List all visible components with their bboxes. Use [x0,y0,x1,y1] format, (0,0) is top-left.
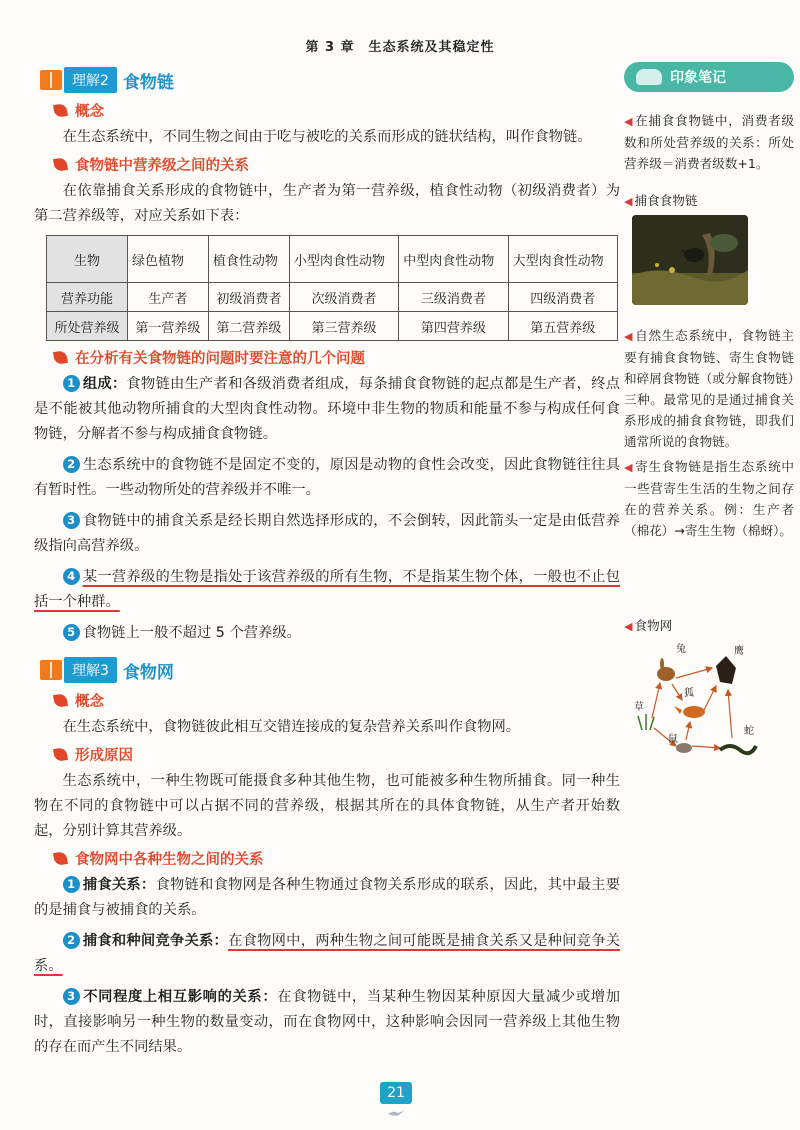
table-cell: 营养功能 [47,283,128,312]
section3-heading [40,656,620,684]
figure-label-food-web: ◀ 食物网 [624,618,673,633]
fox-icon [683,706,705,718]
label-fox: 狐 [684,688,694,699]
leaf-bullet-icon [53,103,68,118]
web-point-2: 2 捕食和种间竞争关系：在食物网中，两种生物之间可能既是捕食关系又是种间竞争关系。 [34,933,621,974]
table-cell: 第三营养级 [289,312,398,341]
table-row [47,312,618,341]
table-cell: 大型肉食性动物 [508,236,617,283]
side-note-1: ◀ 在捕食食物链中，消费者级数和所处营养级的关系：所处营养级＝消费者级数+1。 [624,113,795,171]
relation-heading: 食物链中营养级之间的关系 [54,154,620,175]
table-cell: 第一营养级 [127,312,208,341]
snake-icon [720,746,756,753]
cause-heading: 形成原因 [54,744,620,765]
pointer-icon: ◀ [624,461,634,474]
concept-heading: 概念 [54,100,620,121]
table-cell: 三级消费者 [399,283,508,312]
pointer-icon: ◀ [624,115,634,128]
section3-title: 食物网 [122,662,174,683]
book-icon [40,660,62,680]
point-5: 5 食物链上一般不超过 5 个营养级。 [34,621,620,646]
label-mouse: 鼠 [668,734,678,745]
leaf-bullet-icon [53,747,68,762]
point-2: 2 生态系统中的食物链不是固定不变的，原因是动物的食性会改变，因此食物链往往具有暂时性。一些动物所处的营养级并不唯一。 [34,457,620,498]
table-cell: 第五营养级 [508,312,617,341]
table-cell: 植食性动物 [208,236,289,283]
grass-icon [638,714,654,730]
side-note-2: ◀ 自然生态系统中，食物链主要有捕食食物链、寄生食物链和碎屑食物链（或分解食物链）三种。最常见的是通过捕食关系形成的捕食食物链，即我们通常所说的食物链。 [624,328,795,449]
label-grass: 草 [634,702,644,713]
elephant-icon [636,69,662,85]
cause-text: 生态系统中，一种生物既可能摄食多种其他生物，也可能被多种生物所捕食。同一种生物在不同的食物链中可以占据不同的营养级，根据其所在的具体食物链，从生产者开始数起，分别计算其营养级。 [34,773,620,839]
trophic-table [46,235,618,341]
table-cell: 初级消费者 [208,283,289,312]
point-4: 4 某一营养级的生物是指处于该营养级的所有生物，不是指某生物个体，一般也不止包括一个种群。 [34,569,620,610]
table-cell: 生产者 [127,283,208,312]
table-cell: 四级消费者 [508,283,617,312]
label-eagle: 鹰 [734,646,744,657]
table-cell: 次级消费者 [289,283,398,312]
web-point-3: 3 不同程度上相互影响的关系：在食物链中，当某种生物因某种原因大量减少或增加时，直接影响另一种生物的数量变动，而在食物网中，这种影响会因同一营养级上其他生物的存在而产生不同结果。 [34,989,621,1055]
table-row [47,283,618,312]
sidebar-notes [624,62,794,772]
leaf-bullet-icon [53,851,68,866]
bird-icon [386,1108,406,1118]
label-rabbit: 兔 [676,644,686,655]
section2-tag: 理解2 [64,67,117,93]
section2-title: 食物链 [122,72,174,93]
table-cell: 小型肉食性动物 [289,236,398,283]
food-web-diagram [624,638,774,768]
eagle-icon [716,656,736,684]
food-chain-illustration [632,215,748,305]
pointer-icon: ◀ [624,330,634,343]
point-3: 3 食物链中的捕食关系是经长期自然选择形成的，不会倒转，因此箭头一定是由低营养级指向高营养级。 [34,513,620,554]
concept-text: 在生态系统中，不同生物之间由于吃与被吃的关系而形成的链状结构，叫作食物链。 [62,129,592,145]
table-cell: 第二营养级 [208,312,289,341]
label-snake: 蛇 [744,726,754,737]
figure-label-food-chain: ◀ 捕食食物链 [624,193,698,208]
web-point-1: 1 捕食关系：食物链和食物网是各种生物通过食物关系形成的联系，因此，其中最主要的是捕食与被捕食的关系。 [34,877,621,918]
relation-text: 在依靠捕食关系形成的食物链中，生产者为第一营养级，植食性动物（初级消费者）为第二营养级等，对应关系如下表： [34,183,620,224]
section3-tag: 理解3 [64,657,117,683]
book-icon [40,70,62,90]
leaf-bullet-icon [53,157,68,172]
point-1: 1 组成：食物链由生产者和各级消费者组成，每条捕食食物链的起点都是生产者，终点是不能被其他动物所捕食的大型肉食性动物。环境中非生物的物质和能量不参与构成任何食物链，分解者不参与构成捕食食物链。 [34,376,621,442]
table-cell: 所处营养级 [47,312,128,341]
table-row [47,236,618,283]
mouse-icon [676,743,692,753]
main-column [34,62,620,1060]
leaf-bullet-icon [53,350,68,365]
leaf-bullet-icon [53,693,68,708]
notes-header: 印象笔记 [624,62,794,92]
concept-text: 在生态系统中，食物链彼此相互交错连接成的复杂营养关系叫作食物网。 [62,719,521,735]
concept-heading: 概念 [54,690,620,711]
relation-heading: 食物网中各种生物之间的关系 [54,848,620,869]
chapter-header: 第 3 章 生态系统及其稳定性 [305,40,495,55]
table-cell: 中型肉食性动物 [399,236,508,283]
side-note-3: ◀ 寄生食物链是指生态系统中一些营寄生生活的生物之间存在的营养关系。例：生产者（棉花）→寄生生物（棉蚜）。 [624,459,795,538]
table-cell: 绿色植物 [127,236,208,283]
rabbit-icon [657,667,675,681]
pointer-icon: ◀ [624,195,633,208]
pointer-icon: ◀ [624,620,633,633]
section2-heading [40,66,620,94]
problems-heading: 在分析有关食物链的问题时要注意的几个问题 [54,347,620,368]
table-cell: 第四营养级 [399,312,508,341]
table-cell: 生物 [47,236,128,283]
page-number: 21 [380,1082,412,1104]
